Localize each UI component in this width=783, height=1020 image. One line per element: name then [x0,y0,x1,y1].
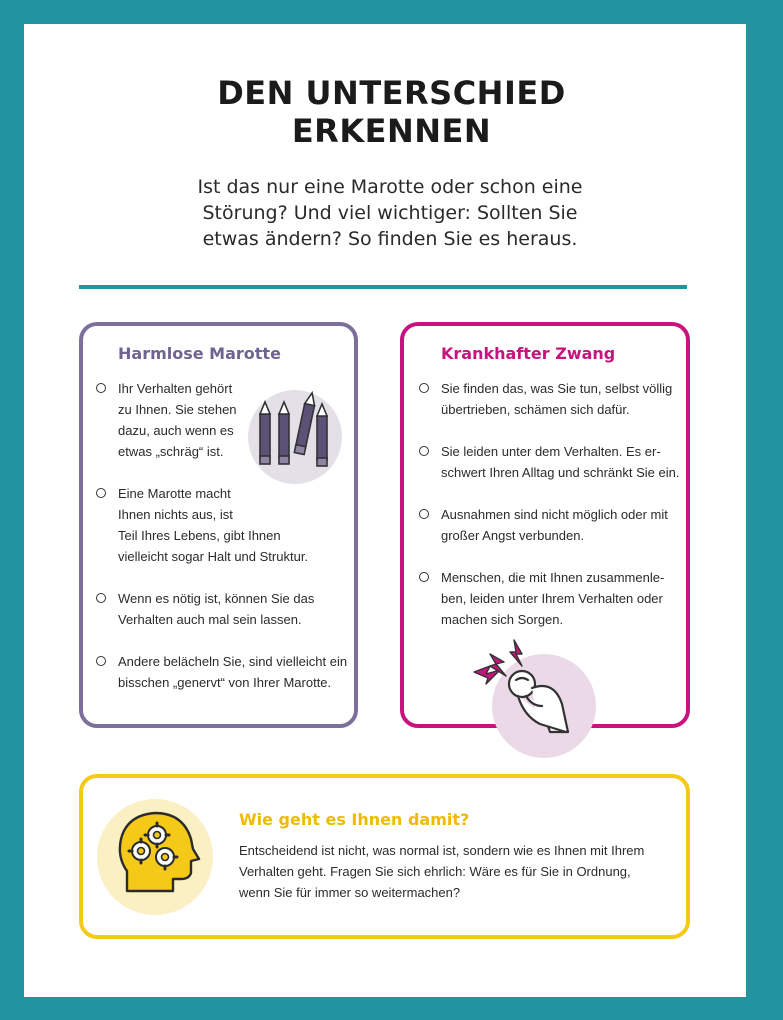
bullet-icon [419,446,429,456]
head-gears-icon [113,809,203,901]
bullet-icon [96,488,106,498]
harmless-quirk-title: Harmlose Marotte [118,344,281,363]
list-item: Sie leiden unter dem Verhalten. Es er- schwert Ihren Alltag und schränkt Sie ein. [441,444,680,480]
bullet-icon [419,572,429,582]
how-are-you-text: Entscheidend ist nicht, was normal ist, sondern wie es Ihnen mit Ihrem Verhalten geht. Fragen Sie sich ehrlich: Wäre es für Sie in Ordnung, wenn Sie für immer so weitermachen? [239,843,645,900]
bullet-icon [96,593,106,603]
intro-line: etwas ändern? So finden Sie es heraus. [202,228,578,250]
bullet-icon [419,509,429,519]
list-item: Ausnahmen sind nicht möglich oder mit großer Angst verbunden. [441,507,668,543]
list-item: Andere belächeln Sie, sind vielleicht ein bisschen „genervt“ von Ihrer Marotte. [118,654,348,690]
bullet-icon [419,383,429,393]
intro-line: Störung? Und viel wichtiger: Sollten Sie [202,202,578,224]
list-item: Ihr Verhalten gehört zu Ihnen. Sie stehen dazu, auch wenn es etwas „schräg“ ist. [118,381,237,459]
page-title [0,74,783,150]
divider [79,285,687,289]
pencils-icon [252,386,340,474]
page-title-line: DEN UNTERSCHIED [217,74,566,112]
bullet-icon [96,656,106,666]
intro-text [160,174,620,252]
list-item: Menschen, die mit Ihnen zusammenle- ben, leiden unter Ihrem Verhalten oder machen sich Sorgen. [441,570,665,627]
how-are-you-title: Wie geht es Ihnen damit? [239,810,470,829]
intro-line: Ist das nur eine Marotte oder schon eine [197,176,583,198]
bullet-icon [96,383,106,393]
page-title-line: ERKENNEN [291,112,492,150]
list-item: Wenn es nötig ist, können Sie das Verhalten auch mal sein lassen. [118,591,315,627]
compulsion-title: Krankhafter Zwang [441,344,616,363]
distressed-person-icon [466,636,596,746]
list-item: Sie finden das, was Sie tun, selbst völlig übertrieben, schämen sich dafür. [441,381,673,417]
list-item: Eine Marotte macht Ihnen nichts aus, ist Teil Ihres Lebens, gibt Ihnen vielleicht sogar Halt und Struktur. [118,486,309,564]
